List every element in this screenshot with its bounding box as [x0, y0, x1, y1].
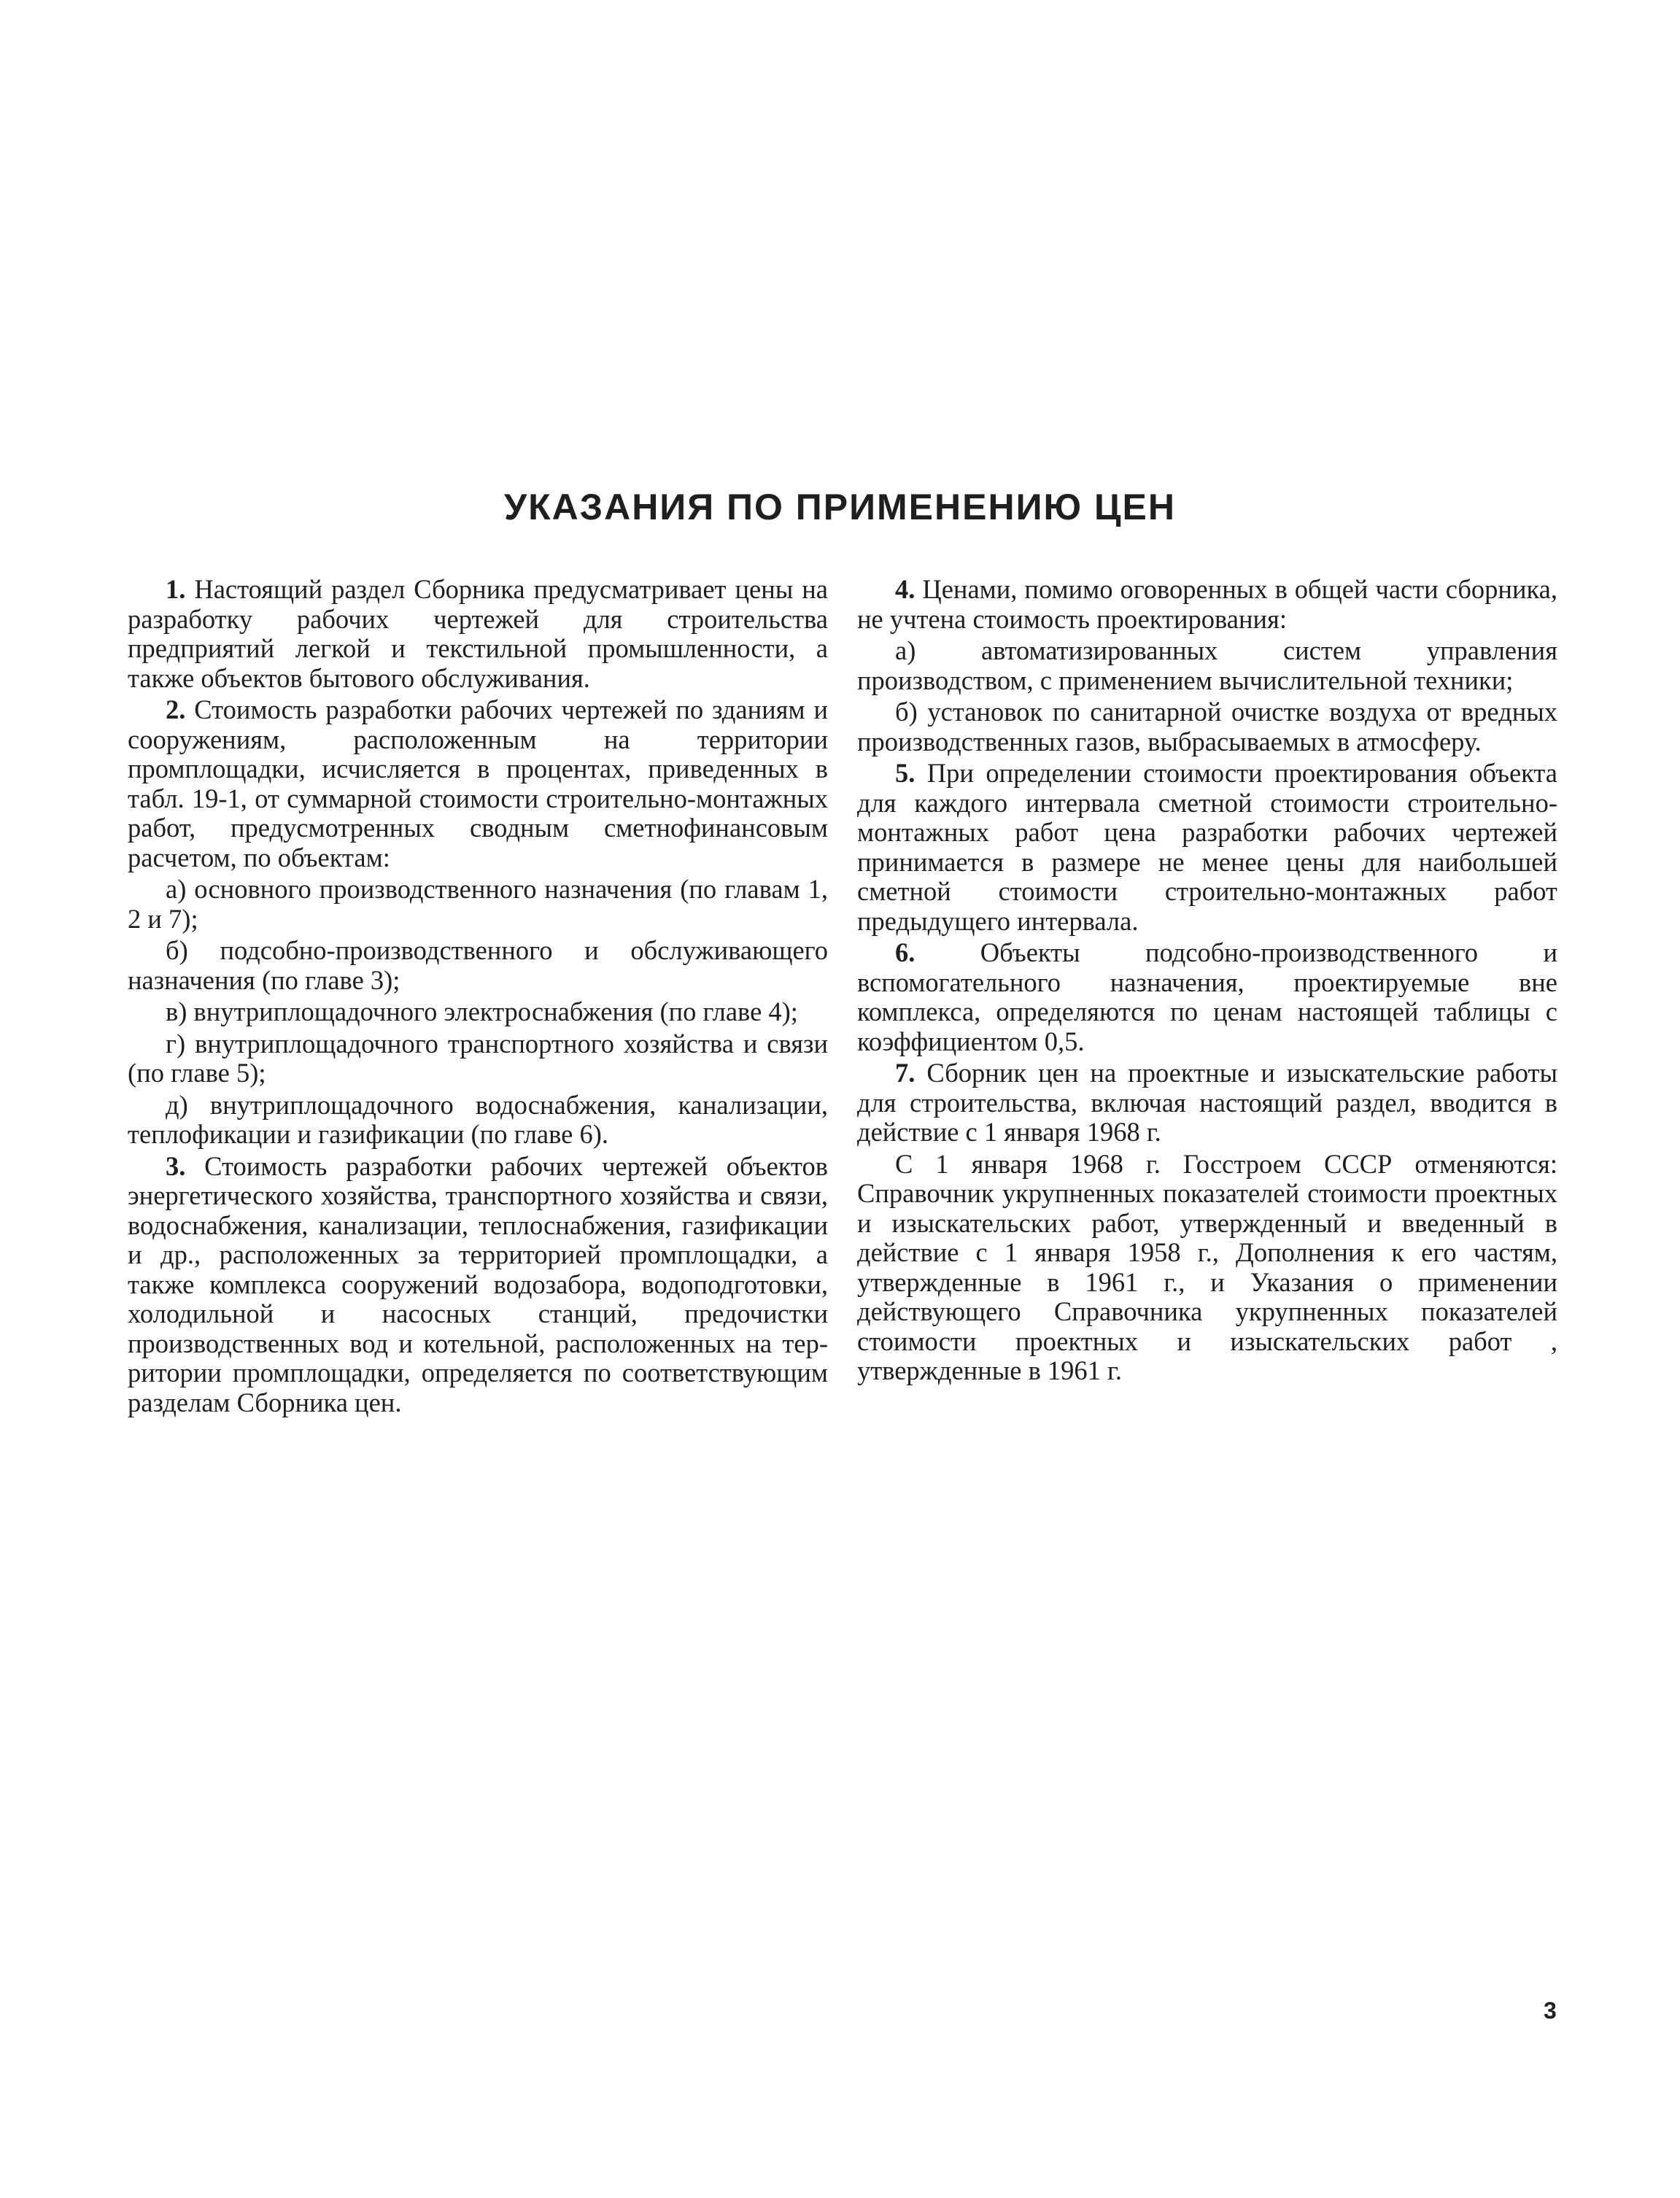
left-column: [128, 575, 828, 1417]
paragraph: [857, 1059, 1557, 1148]
paragraph-number: 7.: [895, 1058, 916, 1088]
list-item: [128, 1029, 828, 1088]
right-column: [857, 575, 1557, 1386]
paragraph-text: Сборник цен на проектные и изыскательские работы для строительства, включая настоящий раздел, вводится в действие с 1 января 1968 г.: [857, 1058, 1558, 1147]
paragraph: [857, 759, 1557, 936]
list-item-text: б) установок по санитарной очистке воздуха от вредных производственных газов, выбрасываемых в атмосферу.: [857, 697, 1557, 756]
paragraph-text: При определении стоимости проектирования объекта для каждого интервала сметной стоимости строительно-монтажных работ цена разработки рабочих чертежей принимается в размере не менее цены для наибольшей сметной стоимости строительно-монтажных работ предыдущего интервала.: [857, 758, 1558, 936]
list-item-text: а) основного производственного назначения (по главам 1, 2 и 7);: [128, 874, 828, 934]
list-item: [128, 1091, 828, 1150]
list-item: [128, 997, 828, 1027]
paragraph-number: 2.: [166, 694, 186, 724]
paragraph-number: 1.: [166, 574, 186, 604]
paragraph-text: Настоящий раздел Сборника предусматривает цены на разработку рабочих чертежей для строительства предприятий легкой и текстильной промышленности, а также объектов бытового обслуживания.: [128, 574, 829, 693]
list-item-text: д) внутриплощадочного водоснабжения, канализации, теплофикации и газификации (по главе 6).: [128, 1089, 828, 1149]
list-item-text: в) внутриплощадочного электроснабжения (по главе 4);: [166, 997, 798, 1026]
list-item-text: г) внутриплощадочного транспортного хозяйства и связи (по главе 5);: [128, 1028, 828, 1088]
paragraph-text: Стоимость разработки рабочих чертежей по зданиям и сооружениям, расположенным на территории промплощадки, исчисляется в процентах, приведенных в табл. 19-1, от суммарной стоимости строительно-монтажных работ, предусмотренных сводным сметнофинансовым расчетом, по объектам:: [128, 694, 829, 872]
paragraph: [857, 938, 1557, 1056]
list-item: [128, 936, 828, 995]
paragraph-text: Стоимость разработки рабочих чертежей объектов энергетического хозяйства, транспортного хозяйства и связи, водоснабжения, канализации, теплоснабжения, газификации и др., расположенных за территорией промплощадки, а также комплекса сооружений водозабора, водоподготовки, холодильной и насосных станций, предочистки производственных вод и котельной, расположенных на территории промплощадки, определяется по соответствующим разделам Сборника цен.: [128, 1150, 829, 1417]
paragraph-number: 4.: [895, 574, 916, 604]
paragraph-number: 3.: [166, 1150, 186, 1181]
paragraph-number: 6.: [895, 937, 916, 967]
page-number: 3: [1544, 1997, 1557, 2024]
paragraph-text: Объекты подсобно-производственного и вспомогательного назначения, проектируемые вне комплекса, определяются по ценам настоящей таблицы с коэффициентом 0,5.: [857, 937, 1557, 1056]
page-title: УКАЗАНИЯ ПО ПРИМЕНЕНИЮ ЦЕН: [504, 487, 1176, 527]
list-item: [857, 697, 1557, 756]
paragraph: [128, 1152, 828, 1418]
list-item: [128, 875, 828, 934]
list-item-text: б) подсобно-производственного и обслуживающего назначения (по главе 3);: [128, 935, 828, 995]
paragraph: [857, 575, 1557, 634]
list-item-text: а) автоматизированных систем управления производством, с применением вычислительной техники;: [857, 635, 1557, 695]
paragraph-text: Ценами, помимо оговоренных в общей части сборника, не учтена стоимость проектирования:: [857, 574, 1557, 634]
paragraph-text: С 1 января 1968 г. Госстроем СССР отменяются: Справочник укрупненных показателей стоимости проектных и изыскательских работ, утвержденный и введенный в действие с 1 января 1958 г., Дополнения к его частям, утвержденные в 1961 г., и Указания о применении действующего Справочника укрупненных показателей стоимости проектных и изыскательских работ , утвержденные в 1961 г.: [857, 1148, 1557, 1385]
paragraph: [857, 1150, 1557, 1386]
paragraph: [128, 695, 828, 872]
paragraph-number: 5.: [895, 758, 916, 788]
list-item: [857, 636, 1557, 695]
paragraph: [128, 575, 828, 693]
